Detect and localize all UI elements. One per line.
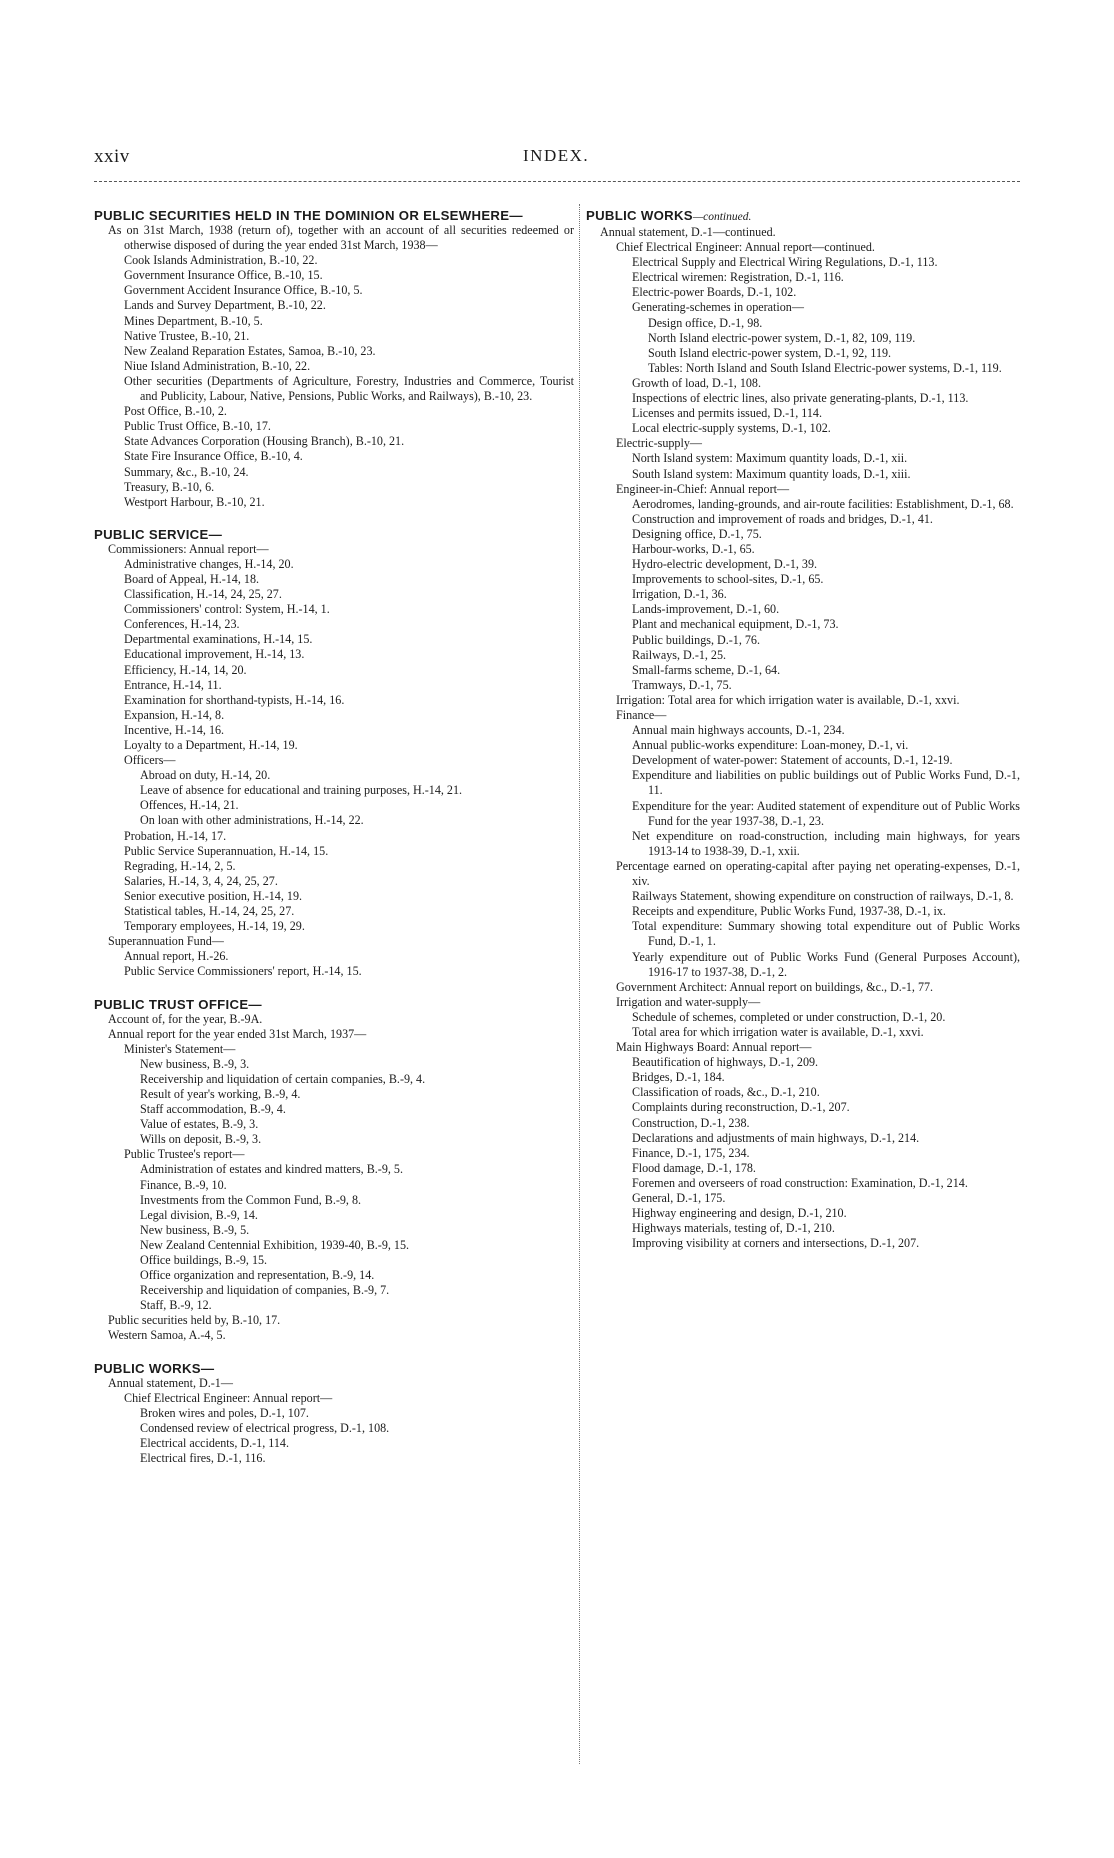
index-entry: On loan with other administrations, H.-14, 22. [140,813,364,828]
index-entry: Design office, D.-1, 98. [648,315,763,330]
index-entry: Officers— [124,753,176,768]
index-entry: North Island system: Maximum quantity loads, D.-1, xii. [632,451,908,466]
index-entry: Annual public-works expenditure: Loan-money, D.-1, vi. [632,738,909,753]
index-entry: Minister's Statement— [124,1041,236,1056]
index-entry: Receipts and expenditure, Public Works Fund, 1937-38, D.-1, ix. [632,904,946,919]
index-entry: Public Service Commissioners' report, H.-14, 15. [124,964,362,979]
index-entry: Engineer-in-Chief: Annual report— [616,481,790,496]
index-entry: Expenditure and liabilities on public buildings out of Public Works Fund, D.-1, 11. [632,768,1020,798]
index-entry: North Island electric-power system, D.-1, 82, 109, 119. [648,330,916,345]
index-entry: Other securities (Departments of Agriculture, Forestry, Industries and Commerce, Tourist and Publicity, Labour, Native, Pensions, Public Works, and Railways), B.-10, 23. [124,373,574,404]
section-heading: PUBLIC TRUST OFFICE— [94,996,262,1012]
heading-continued: —continued. [692,211,752,223]
index-entry: Government Accident Insurance Office, B.-10, 5. [124,283,363,298]
index-entry: Irrigation and water-supply— [616,994,761,1009]
index-entry: Government Insurance Office, B.-10, 15. [124,268,323,283]
index-entry: Account of, for the year, B.-9A. [108,1011,263,1026]
index-section [94,997,574,1344]
index-entry: Electric-power Boards, D.-1, 102. [632,285,797,300]
index-entry: Electrical Supply and Electrical Wiring Regulations, D.-1, 113. [632,255,938,270]
header-rule [94,181,1020,182]
index-entry: Statistical tables, H.-14, 24, 25, 27. [124,904,295,919]
index-entry: Finance— [616,708,667,722]
index-entry: South Island system: Maximum quantity loads, D.-1, xiii. [632,466,911,481]
index-entry: Board of Appeal, H.-14, 18. [124,571,260,586]
section-heading: PUBLIC SERVICE— [94,526,223,542]
index-entry: Result of year's working, B.-9, 4. [140,1086,301,1101]
index-entry: Probation, H.-14, 17. [124,828,227,843]
index-entry: Expenditure for the year: Audited statement of expenditure out of Public Works Fund for the year 1937-38, D.-1, 23. [632,798,1020,828]
index-entry: Mines Department, B.-10, 5. [124,313,263,328]
index-entry: Plant and mechanical equipment, D.-1, 73. [632,617,839,632]
index-entry: Construction and improvement of roads and bridges, D.-1, 41. [632,511,933,526]
index-entry: Conferences, H.-14, 23. [124,617,240,632]
index-entry: Irrigation, D.-1, 36. [632,587,727,602]
index-entry: Receivership and liquidation of companies, B.-9, 7. [140,1283,390,1298]
index-entry: Receivership and liquidation of certain companies, B.-9, 4. [140,1071,426,1086]
index-entry: Railways Statement, showing expenditure on construction of railways, D.-1, 8. [632,889,1014,904]
index-entry: Development of water-power: Statement of accounts, D.-1, 12-19. [632,753,953,768]
index-entry: Improvements to school-sites, D.-1, 65. [632,572,824,587]
index-entry: New Zealand Centennial Exhibition, 1939-40, B.-9, 15. [140,1237,410,1252]
index-entry: Educational improvement, H.-14, 13. [124,647,305,662]
index-entry: Annual statement, D.-1— [108,1375,233,1390]
index-entry: New business, B.-9, 5. [140,1222,250,1237]
index-entry: Expansion, H.-14, 8. [124,707,225,722]
index-section [94,208,574,510]
section-heading [586,208,1020,225]
index-entry: Public Trustee's report— [124,1147,245,1162]
index-entry: Broken wires and poles, D.-1, 107. [140,1405,309,1420]
index-entry: Offences, H.-14, 21. [140,798,239,813]
index-entry: Value of estates, B.-9, 3. [140,1117,259,1132]
index-entry: South Island electric-power system, D.-1, 92, 119. [648,345,892,360]
index-entry: Bridges, D.-1, 184. [632,1070,725,1085]
index-entry: Improving visibility at corners and intersections, D.-1, 207. [632,1236,920,1251]
index-entry: Regrading, H.-14, 2, 5. [124,858,236,873]
index-entry: Chief Electrical Engineer: Annual report—continued. [616,240,875,255]
section-heading: PUBLIC WORKS— [94,1360,215,1376]
index-entry: Superannuation Fund— [108,934,224,949]
index-entry: Public Service Superannuation, H.-14, 15. [124,843,329,858]
index-entry: Entrance, H.-14, 11. [124,677,222,692]
left-column [94,208,574,1483]
index-entry: Finance, B.-9, 10. [140,1177,227,1192]
index-entry: New Zealand Reparation Estates, Samoa, B.-10, 23. [124,343,376,358]
index-entry: Designing office, D.-1, 75. [632,526,762,541]
index-entry: Treasury, B.-10, 6. [124,479,215,494]
index-entry: Administration of estates and kindred matters, B.-9, 5. [140,1162,403,1177]
index-entry: Departmental examinations, H.-14, 15. [124,632,313,647]
index-entry: Aerodromes, landing-grounds, and air-route facilities: Establishment, D.-1, 68. [632,496,1014,511]
index-entry: Chief Electrical Engineer: Annual report— [124,1390,333,1405]
index-entry: Examination for shorthand-typists, H.-14, 16. [124,692,345,707]
heading-text: PUBLIC WORKS [586,208,693,223]
index-entry: Investments from the Common Fund, B.-9, 8. [140,1192,362,1207]
index-entry: Westport Harbour, B.-10, 21. [124,494,265,509]
index-entry: Complaints during reconstruction, D.-1, 207. [632,1100,850,1115]
section-heading: PUBLIC SECURITIES HELD IN THE DOMINION OR ELSEWHERE— [94,208,523,223]
index-entry: Annual statement, D.-1—continued. [600,225,776,239]
index-entry: Electrical fires, D.-1, 116. [140,1451,266,1466]
index-entry: Hydro-electric development, D.-1, 39. [632,557,818,572]
index-entry: Annual report for the year ended 31st March, 1937— [108,1026,367,1041]
index-entry: Efficiency, H.-14, 14, 20. [124,662,247,677]
index-entry: Legal division, B.-9, 14. [140,1207,258,1222]
index-entry: Summary, &c., B.-10, 24. [124,464,249,479]
index-entry: Inspections of electric lines, also private generating-plants, D.-1, 113. [632,391,969,406]
index-entry: Office organization and representation, B.-9, 14. [140,1268,375,1283]
index-entry: Tables: North Island and South Island Electric-power systems, D.-1, 119. [648,360,1002,375]
index-entry: Irrigation: Total area for which irrigation water is available, D.-1, xxvi. [616,692,960,707]
index-entry: Native Trustee, B.-10, 21. [124,328,250,343]
index-entry: Electrical accidents, D.-1, 114. [140,1435,289,1450]
index-entry: Foremen and overseers of road construction: Examination, D.-1, 214. [632,1175,968,1190]
index-entry: Declarations and adjustments of main highways, D.-1, 214. [632,1130,920,1145]
index-entry: Wills on deposit, B.-9, 3. [140,1132,262,1147]
index-entry: Tramways, D.-1, 75. [632,677,732,692]
index-entry: Total expenditure: Summary showing total expenditure out of Public Works Fund, D.-1, 1. [632,919,1020,949]
index-entry: Harbour-works, D.-1, 65. [632,541,755,556]
index-entry: Public Trust Office, B.-10, 17. [124,419,271,434]
index-entry: Incentive, H.-14, 16. [124,722,225,737]
index-entry: Annual report, H.-26. [124,949,229,964]
index-entry: Main Highways Board: Annual report— [616,1040,812,1055]
index-entry: Electrical wiremen: Registration, D.-1, 116. [632,270,844,285]
index-entry: Total area for which irrigation water is available, D.-1, xxvi. [632,1024,924,1039]
index-entry: Yearly expenditure out of Public Works Fund (General Purposes Account), 1916-17 to 1937-38, D.-1, 2. [632,949,1020,979]
index-entry: Classification, H.-14, 24, 25, 27. [124,587,282,602]
index-entry: Licenses and permits issued, D.-1, 114. [632,406,822,421]
index-entry: State Advances Corporation (Housing Branch), B.-10, 21. [124,434,405,449]
index-entry: Growth of load, D.-1, 108. [632,375,761,390]
index-entry: Niue Island Administration, B.-10, 22. [124,358,311,373]
index-entry: Staff accommodation, B.-9, 4. [140,1102,286,1117]
index-entry: Abroad on duty, H.-14, 20. [140,768,271,783]
index-entry: Percentage earned on operating-capital after paying net operating-expenses, D.-1, xiv. [616,858,1020,889]
index-section [94,1361,574,1467]
index-entry: Lands-improvement, D.-1, 60. [632,602,780,617]
index-entry: New business, B.-9, 3. [140,1056,250,1071]
right-column [586,208,1020,1251]
index-entry: Classification of roads, &c., D.-1, 210. [632,1085,820,1100]
index-entry: Administrative changes, H.-14, 20. [124,556,294,571]
page-title: INDEX. [523,146,590,165]
index-entry: Highways materials, testing of, D.-1, 210. [632,1221,835,1236]
index-entry: Condensed review of electrical progress, D.-1, 108. [140,1420,390,1435]
index-entry: Loyalty to a Department, H.-14, 19. [124,738,298,752]
index-entry: Small-farms scheme, D.-1, 64. [632,662,781,677]
index-entry: State Fire Insurance Office, B.-10, 4. [124,449,303,464]
index-entry: Public buildings, D.-1, 76. [632,632,760,647]
index-entry: Temporary employees, H.-14, 19, 29. [124,919,305,934]
column-divider [579,204,580,1764]
index-entry: Public securities held by, B.-10, 17. [108,1313,281,1328]
index-entry: Highway engineering and design, D.-1, 210. [632,1206,847,1221]
index-entry: Commissioners: Annual report— [108,541,269,556]
index-entry: Lands and Survey Department, B.-10, 22. [124,298,326,313]
index-entry: Local electric-supply systems, D.-1, 102. [632,421,831,436]
index-entry: Annual main highways accounts, D.-1, 234. [632,723,845,738]
page-number: xxiv [94,146,130,167]
index-entry: Net expenditure on road-construction, including main highways, for years 1913-14 to 1938-39, D.-1, xxii. [632,828,1020,858]
index-entry: Flood damage, D.-1, 178. [632,1160,756,1175]
index-entry: Staff, B.-9, 12. [140,1298,212,1313]
index-entry: Commissioners' control: System, H.-14, 1. [124,602,330,617]
index-entry: Finance, D.-1, 175, 234. [632,1145,750,1160]
index-entry: Salaries, H.-14, 3, 4, 24, 25, 27. [124,873,278,888]
index-entries [586,225,1020,1251]
index-entry: Construction, D.-1, 238. [632,1115,750,1130]
index-entry: Schedule of schemes, completed or under construction, D.-1, 20. [632,1009,946,1024]
index-entry: Senior executive position, H.-14, 19. [124,888,303,903]
index-entry: Railways, D.-1, 25. [632,647,727,662]
index-entry: Office buildings, B.-9, 15. [140,1253,268,1267]
index-entry: Cook Islands Administration, B.-10, 22. [124,253,318,268]
index-entry: Western Samoa, A.-4, 5. [108,1328,226,1343]
index-entry: Leave of absence for educational and training purposes, H.-14, 21. [140,783,463,798]
index-section [94,527,574,980]
index-entry: As on 31st March, 1938 (return of), together with an account of all securities redeemed or otherwise disposed of during the year ended 31st March, 1938— [108,223,574,253]
index-entry: Post Office, B.-10, 2. [124,404,227,419]
index-entry: Generating-schemes in operation— [632,300,804,315]
index-entry: Electric-supply— [616,436,702,451]
index-entry: Government Architect: Annual report on buildings, &c., D.-1, 77. [616,979,934,994]
index-entry: General, D.-1, 175. [632,1191,726,1205]
index-entry: Beautification of highways, D.-1, 209. [632,1055,819,1070]
